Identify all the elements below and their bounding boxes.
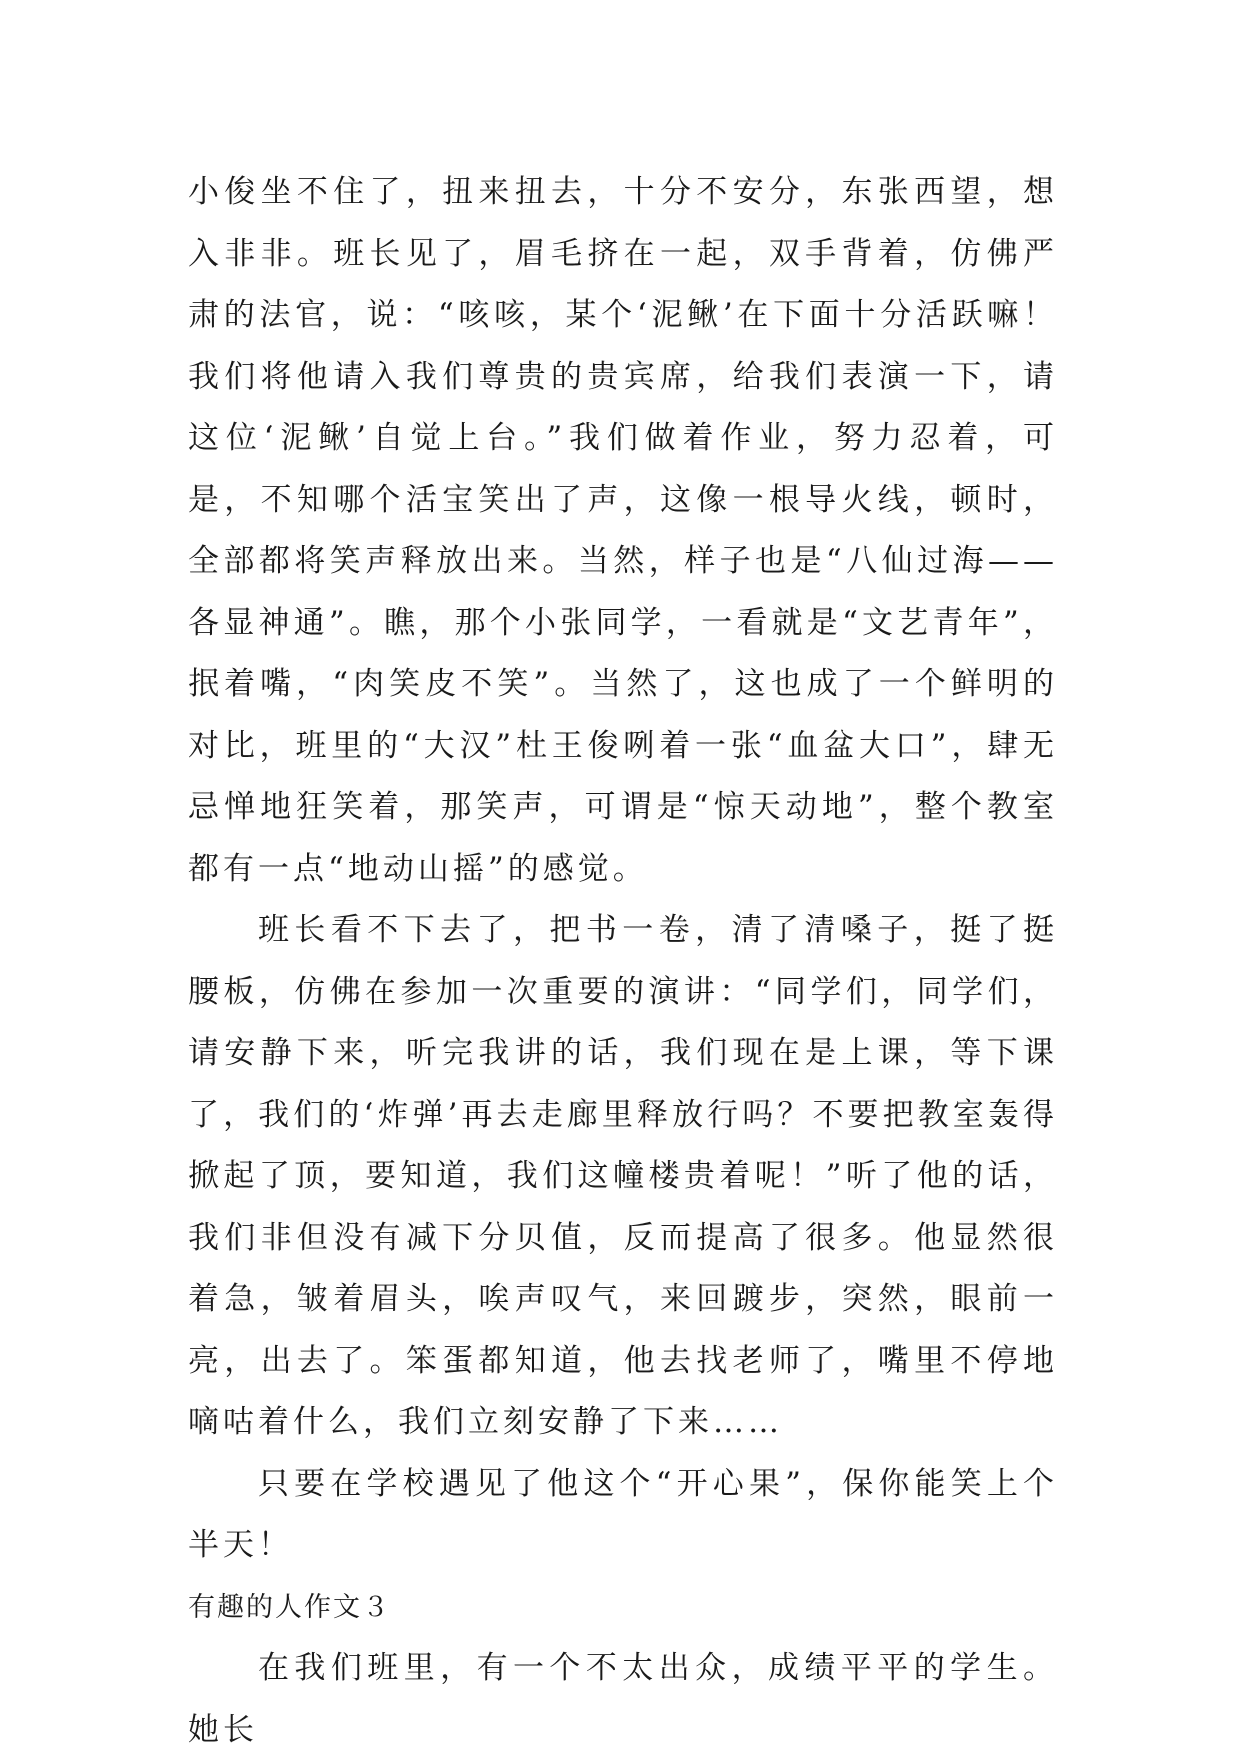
- document-body: [188, 162, 1058, 1761]
- paragraph-4: 在我们班里，有一个不太出众，成绩平平的学生。她长: [188, 1650, 1058, 1748]
- paragraph-1: 小俊坐不住了，扭来扭去，十分不安分，东张西望，想入非非。班长见了，眉毛挤在一起，双手背着，仿佛严肃的法官，说：“咳咳，某个‘泥鳅’在下面十分活跃嘛！我们将他请入我们尊贵的贵宾席，给我们表演一下，请这位‘泥鳅’自觉上台。”我们做着作业，努力忍着，可是，不知哪个活宝笑出了声，这像一根导火线，顿时，全部都将笑声释放出来。当然，样子也是“八仙过海——各显神通”。瞧，那个小张同学，一看就是“文艺青年”，抿着嘴，“肉笑皮不笑”。当然了，这也成了一个鲜明的对比，班里的“大汉”杜王俊咧着一张“血盆大口”，肆无忌惮地狂笑着，那笑声，可谓是“惊天动地”，整个教室都有一点“地动山摇”的感觉。: [188, 174, 1058, 887]
- paragraph-3: 只要在学校遇见了他这个“开心果”，保你能笑上个半天！: [188, 1465, 1058, 1563]
- section-heading: 有趣的人作文３: [188, 1591, 391, 1623]
- paragraph-2: 班长看不下去了，把书一卷，清了清嗓子，挺了挺腰板，仿佛在参加一次重要的演讲：“同学们，同学们，请安静下来，听完我讲的话，我们现在是上课，等下课了，我们的‘炸弹’再去走廊里释放行吗？不要把教室轰得掀起了顶，要知道，我们这幢楼贵着呢！”听了他的话，我们非但没有减下分贝值，反而提高了很多。他显然很着急，皱着眉头，唉声叹气，来回踱步，突然，眼前一亮，出去了。笨蛋都知道，他去找老师了，嘴里不停地嘀咕着什么，我们立刻安静了下来……: [188, 912, 1058, 1440]
